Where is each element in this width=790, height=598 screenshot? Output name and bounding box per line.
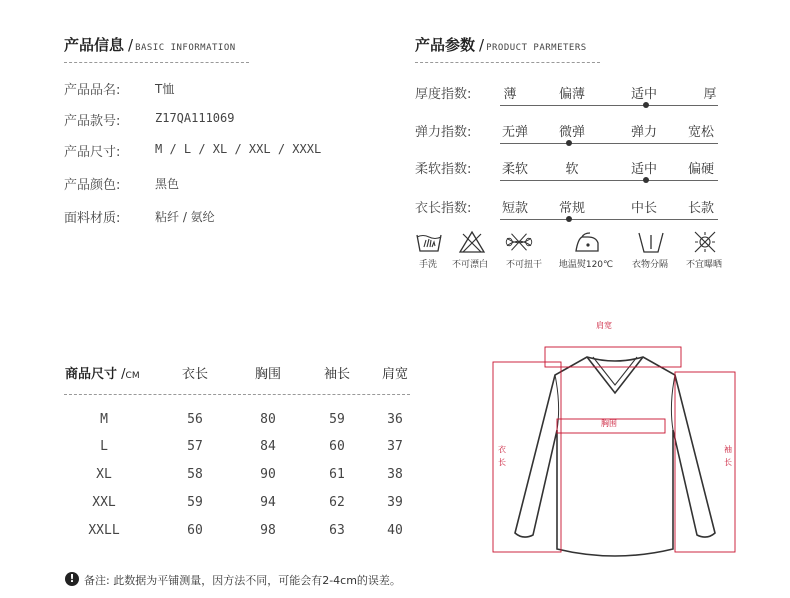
info-label: 产品品名: — [64, 83, 121, 98]
param-option: 薄 — [503, 87, 517, 102]
param-option: 软 — [565, 162, 579, 177]
size-table-header-size: 商品尺寸 /CM — [65, 367, 140, 382]
basic-info-divider — [64, 62, 249, 63]
size-cell: 84 — [260, 439, 276, 454]
param-option: 适中 — [630, 162, 657, 177]
size-cell: 37 — [387, 439, 403, 454]
params-title-cn: 产品参数 — [415, 36, 476, 54]
size-cell: 58 — [187, 467, 203, 482]
size-cell: 80 — [260, 412, 276, 427]
size-cell: 38 — [387, 467, 403, 482]
param-option: 中长 — [630, 201, 657, 216]
param-label-length: 衣长指数: — [415, 201, 472, 216]
params-title: 产品参数 / PRODUCT PARMETERS — [415, 36, 587, 54]
footnote-text: 备注: 此数据为平铺测量，因方法不同，可能会有2-4cm的误差。 — [84, 574, 401, 587]
info-label: 产品尺寸: — [64, 145, 121, 160]
size-cell: 60 — [187, 523, 203, 538]
size-table-header-unit: CM — [125, 371, 140, 381]
basic-info-title: 产品信息 / BASIC INFORMATION — [64, 36, 236, 54]
param-track — [500, 143, 718, 144]
param-option: 厚 — [703, 87, 717, 102]
param-option: 宽松 — [687, 125, 714, 140]
param-indicator-dot — [643, 177, 649, 183]
size-cell: 63 — [329, 523, 345, 538]
info-value-style-no: Z17QA111069 — [155, 111, 235, 125]
info-value-sizes: M / L / XL / XXL / XXXL — [155, 142, 322, 156]
sleeve-length-label: 袖长 — [724, 445, 732, 467]
chest-label: 胸围 — [601, 419, 617, 428]
size-cell: 39 — [387, 495, 403, 510]
param-option: 弹力 — [630, 125, 657, 140]
tshirt-measurement-diagram — [485, 335, 745, 565]
size-table-header-label: 商品尺寸 — [65, 367, 118, 382]
param-option: 偏薄 — [558, 87, 585, 102]
param-track — [500, 180, 718, 181]
size-cell: 94 — [260, 495, 276, 510]
size-cell: XXLL — [88, 523, 120, 538]
care-label: 地温熨120℃ — [558, 260, 614, 270]
care-label: 不宜曝晒 — [685, 260, 722, 270]
param-option: 无弹 — [501, 125, 528, 140]
info-label: 产品颜色: — [64, 178, 121, 193]
param-track — [500, 219, 718, 220]
param-label-softness: 柔软指数: — [415, 162, 472, 177]
size-table-header-shoulder: 肩宽 — [381, 367, 408, 382]
size-cell: 56 — [187, 412, 203, 427]
tshirt-outline — [515, 357, 715, 556]
size-cell: 62 — [329, 495, 345, 510]
care-label: 不可漂白 — [451, 260, 488, 270]
param-option: 常规 — [558, 201, 585, 216]
basic-info-title-en: BASIC INFORMATION — [135, 43, 236, 53]
size-cell: M — [100, 412, 108, 427]
size-table-header-sleeve: 袖长 — [323, 367, 350, 382]
param-indicator-dot — [643, 102, 649, 108]
care-label: 不可扭干 — [505, 260, 542, 270]
size-table-header-length: 衣长 — [181, 367, 208, 382]
hand-wash-icon — [414, 229, 444, 255]
info-value-color: 黑色 — [155, 177, 180, 191]
size-cell: 36 — [387, 412, 403, 427]
param-indicator-dot — [566, 140, 572, 146]
no-sun-icon — [690, 229, 720, 255]
size-cell: 61 — [329, 467, 345, 482]
no-bleach-icon — [457, 229, 487, 255]
care-label: 手洗 — [418, 260, 437, 270]
wash-separately-icon — [636, 229, 666, 255]
info-label: 面料材质: — [64, 211, 121, 226]
size-cell: L — [100, 439, 108, 454]
param-option: 长款 — [687, 201, 714, 216]
body-length-label: 衣长 — [498, 445, 506, 467]
size-table-header-chest: 胸围 — [254, 367, 281, 382]
param-option: 短款 — [501, 201, 528, 216]
param-label-thickness: 厚度指数: — [415, 87, 472, 102]
params-title-en: PRODUCT PARMETERS — [486, 43, 587, 53]
warning-icon: ! — [65, 572, 79, 586]
param-option: 偏硬 — [687, 162, 714, 177]
size-cell: 57 — [187, 439, 203, 454]
size-table-divider — [64, 394, 410, 395]
size-cell: XXL — [92, 495, 116, 510]
param-option: 微弹 — [558, 125, 585, 140]
size-cell: 59 — [187, 495, 203, 510]
size-cell: 40 — [387, 523, 403, 538]
info-value-fabric: 粘纤 / 氨纶 — [155, 210, 215, 224]
no-wring-icon — [504, 229, 534, 255]
params-divider — [415, 62, 600, 63]
info-label: 产品款号: — [64, 114, 121, 129]
param-option: 柔软 — [501, 162, 528, 177]
info-value-name: T恤 — [155, 82, 175, 96]
shoulder-width-label: 肩宽 — [596, 321, 612, 330]
param-track — [500, 105, 718, 106]
size-cell: 98 — [260, 523, 276, 538]
basic-info-title-cn: 产品信息 — [64, 36, 125, 54]
param-label-elasticity: 弹力指数: — [415, 125, 472, 140]
size-cell: 60 — [329, 439, 345, 454]
size-cell: XL — [96, 467, 112, 482]
size-cell: 90 — [260, 467, 276, 482]
care-label: 衣物分隔 — [631, 260, 668, 270]
param-indicator-dot — [566, 216, 572, 222]
param-option: 适中 — [630, 87, 657, 102]
iron-low-icon — [572, 229, 602, 255]
size-cell: 59 — [329, 412, 345, 427]
